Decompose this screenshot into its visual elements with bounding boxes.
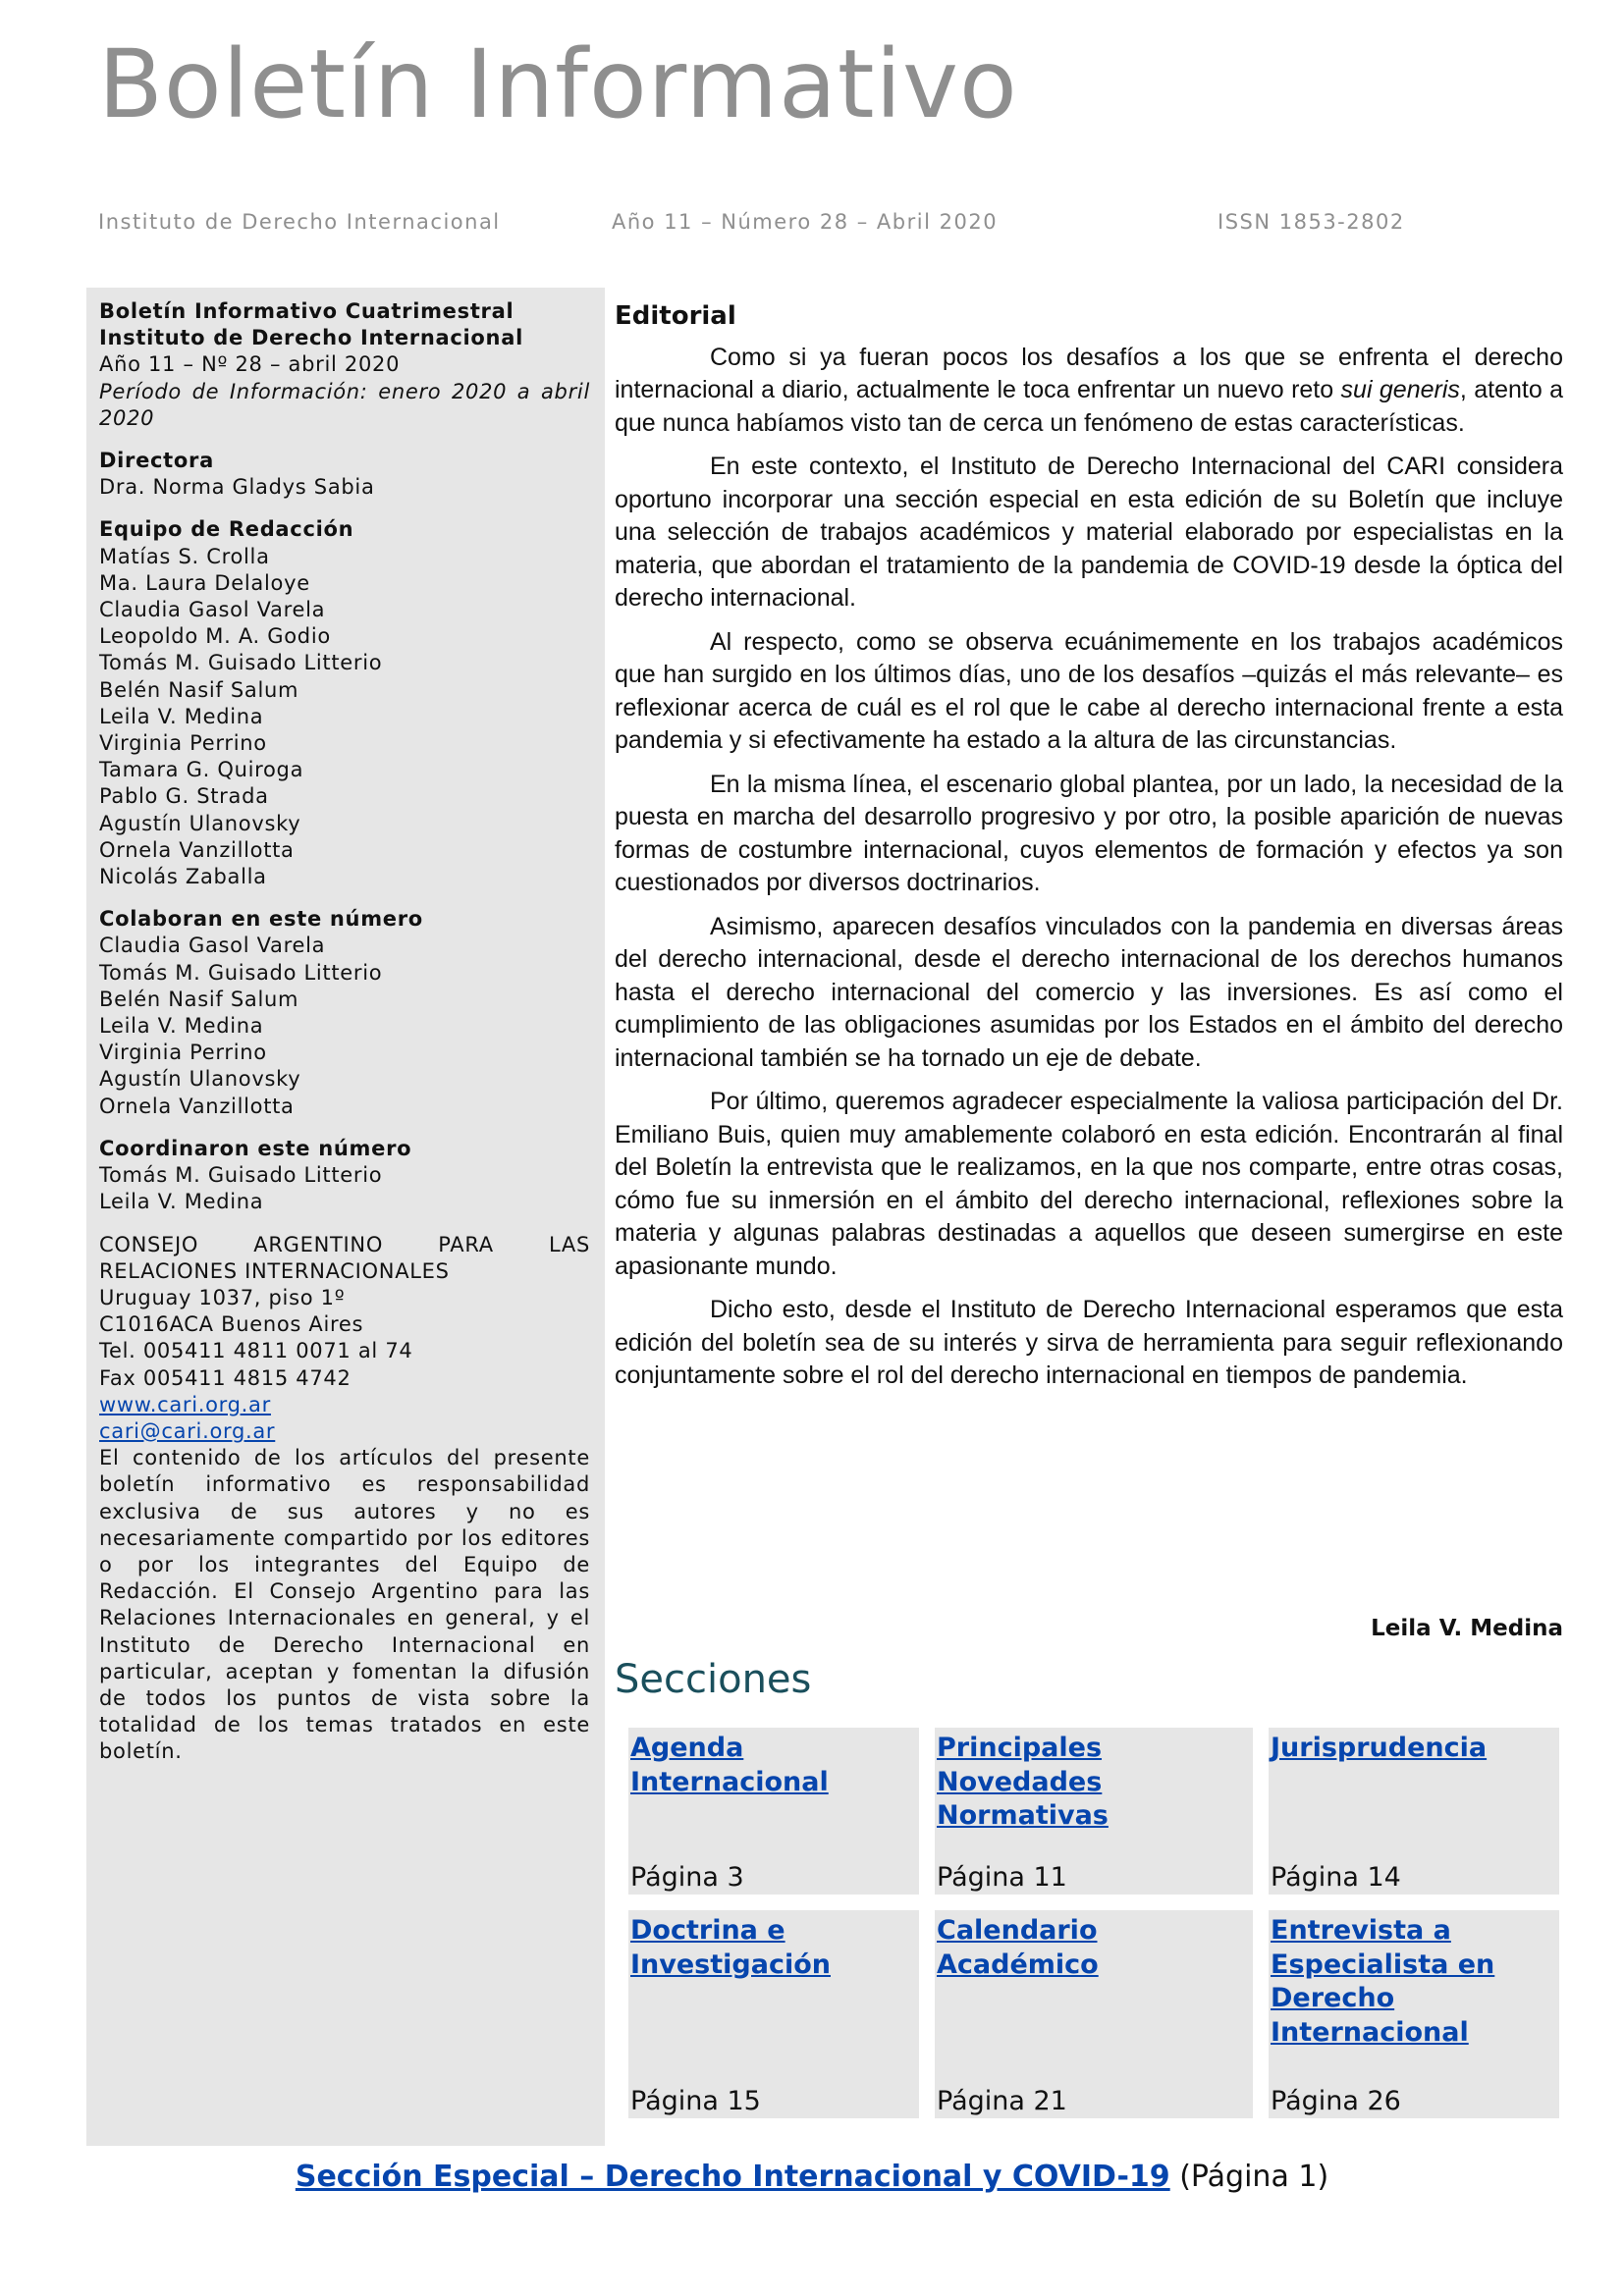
editorial-paragraph: Dicho esto, desde el Instituto de Derecho Internacional esperamos que esta edición del boletín sea de su interés y sirva de herramienta para seguir reflexionando conjuntamente sobre el rol del derecho internacional en tiempos de pandemia. [615, 1296, 1563, 1389]
fax: Fax 005411 4815 4742 [99, 1365, 352, 1390]
address-line2: C1016ACA Buenos Aires [99, 1312, 364, 1337]
equipo-member: Matías S. Crolla [99, 544, 270, 568]
equipo-member: Tomás M. Guisado Litterio [99, 651, 383, 675]
newsletter-title: Boletín Informativo [98, 29, 1018, 139]
editorial-paragraph [615, 342, 1563, 441]
section-page: Página 11 [937, 1862, 1067, 1893]
equipo-member: Nicolás Zaballa [99, 865, 267, 889]
editorial-heading: Editorial [615, 301, 736, 331]
editorial-paragraph: Por último, queremos agradecer especialmente la valiosa participación del Dr. Emiliano Buis, quien muy amablemente colaboró en esta edición. Encontrarán al final del Boletín la entrevista que le realizamos, en la que nos comparte, entre otras cosas, cómo fue su inmersión en el ámbito del derecho internacional, reflexiones sobre la materia y algunas palabras destinadas a aquellos que deseen sumergirse en este apasionante mundo. [615, 1088, 1563, 1280]
special-section-page: (Página 1) [1179, 2160, 1329, 2194]
issue-info: Año 11 – Número 28 – Abril 2020 [612, 210, 999, 234]
address-line1: Uruguay 1037, piso 1º [99, 1285, 346, 1309]
editorial-paragraph: En este contexto, el Instituto de Derecho Internacional del CARI considera oportuno incorporar una sección especial en esta edición de su Boletín que incluye una selección de trabajos académicos y material elaborado por especialistas en la materia, que abordan el tratamiento de la pandemia de COVID-19 desde la óptica del derecho internacional. [615, 453, 1563, 612]
contact-block [99, 1232, 590, 1766]
coordinaron-heading: Coordinaron este número [99, 1136, 412, 1160]
directora-name: Dra. Norma Gladys Sabia [99, 475, 375, 500]
publication-info [99, 298, 590, 432]
editorial-paragraph: Asimismo, aparecen desafíos vinculados con la pandemia en diversas áreas del derecho internacional, desde el derecho internacional de los derechos humanos hasta el derecho internacional del comercio y las inversiones. Es así como el cumplimiento de las obligaciones asumidas por los Estados en el ámbito del derecho internacional también se ha tornado un eje de debate. [615, 912, 1563, 1072]
website-link[interactable]: www.cari.org.ar [99, 1392, 271, 1416]
special-section-link[interactable]: Sección Especial – Derecho Internacional y COVID-19 [295, 2160, 1170, 2194]
editorial-paragraph: Al respecto, como se observa ecuánimemente en los trabajos académicos que han surgido en los últimos días, uno de los desafíos ‒quizás el más relevante‒ es reflexionar acerca de cuál es el rol que le cabe al derecho internacional frente a esta pandemia y si efectivamente ha estado a la altura de las circunstancias. [615, 627, 1563, 754]
equipo-member: Belén Nasif Salum [99, 677, 299, 702]
section-link-jurisprudencia[interactable]: Jurisprudencia [1271, 1733, 1488, 1763]
colaborador: Belén Nasif Salum [99, 987, 299, 1011]
equipo-heading: Equipo de Redacción [99, 517, 354, 542]
equipo-member: Leila V. Medina [99, 704, 264, 728]
section-page: Página 3 [630, 1862, 744, 1893]
publication-line2: Instituto de Derecho Internacional [99, 326, 523, 350]
section-card [628, 1728, 919, 1895]
coordinaron-block [99, 1136, 590, 1216]
section-link-entrevista[interactable]: Entrevista a Especialista en Derecho Internacional [1271, 1915, 1495, 2048]
equipo-member: Virginia Perrino [99, 731, 267, 756]
coordinador: Leila V. Medina [99, 1190, 264, 1214]
colaboran-block [99, 906, 590, 1120]
section-card [935, 1910, 1253, 2118]
section-page: Página 26 [1271, 2086, 1401, 2116]
colaborador: Ornela Vanzillotta [99, 1094, 295, 1118]
publication-issue: Año 11 – Nº 28 – abril 2020 [99, 352, 401, 377]
section-page: Página 14 [1271, 1862, 1401, 1893]
equipo-member: Tamara G. Quiroga [99, 758, 304, 782]
information-period: Período de Información: enero 2020 a abril 2020 [99, 379, 590, 430]
section-card [628, 1910, 919, 2118]
editorial-emphasis: sui generis [1340, 376, 1460, 403]
secciones-heading: Secciones [615, 1657, 812, 1702]
editorial-signature: Leila V. Medina [1371, 1616, 1563, 1641]
publication-line1: Boletín Informativo Cuatrimestral [99, 299, 514, 323]
section-card [1269, 1728, 1559, 1895]
org-name-line1: CONSEJO ARGENTINO PARA LAS [99, 1232, 590, 1256]
editorial-paragraph: En la misma línea, el escenario global plantea, por un lado, la necesidad de la puesta en marcha del desarrollo progresivo y por otro, la posible aparición de nuevas formas de costumbre internacional, cuyos elementos de formación y efectos ya son cuestionados por diversos doctrinarios. [615, 770, 1563, 896]
section-link-principales-novedades[interactable]: Principales Novedades Normativas [937, 1733, 1109, 1831]
section-card [1269, 1910, 1559, 2118]
phone: Tel. 005411 4811 0071 al 74 [99, 1339, 413, 1363]
institute-name: Instituto de Derecho Internacional [98, 210, 501, 234]
issn: ISSN 1853-2802 [1218, 210, 1405, 234]
email-link[interactable]: cari@cari.org.ar [99, 1418, 276, 1443]
section-page: Página 21 [937, 2086, 1067, 2116]
editorial-text: Como si ya fueran pocos los desafíos a los que se enfrenta el derecho internacional a diario, actualmente le toca enfrentar un nuevo reto [615, 343, 1563, 403]
section-link-agenda-internacional[interactable]: Agenda Internacional [630, 1733, 829, 1797]
equipo-member: Pablo G. Strada [99, 784, 269, 809]
org-name-line2: RELACIONES INTERNACIONALES [99, 1258, 450, 1283]
directora-block [99, 448, 590, 501]
directora-heading: Directora [99, 449, 214, 473]
section-card [935, 1728, 1253, 1895]
sidebar-content [99, 298, 590, 1766]
equipo-block [99, 516, 590, 890]
equipo-member: Agustín Ulanovsky [99, 811, 301, 835]
colaborador: Virginia Perrino [99, 1041, 267, 1065]
colaborador: Leila V. Medina [99, 1014, 264, 1039]
colaborador: Tomás M. Guisado Litterio [99, 960, 383, 985]
section-page: Página 15 [630, 2086, 761, 2116]
colaborador: Claudia Gasol Varela [99, 934, 326, 958]
equipo-member: Ma. Laura Delaloye [99, 570, 310, 595]
special-section-line [0, 2160, 1624, 2194]
coordinador: Tomás M. Guisado Litterio [99, 1163, 383, 1188]
section-link-doctrina[interactable]: Doctrina e Investigación [630, 1915, 831, 1980]
equipo-member: Ornela Vanzillotta [99, 837, 295, 862]
colaborador: Agustín Ulanovsky [99, 1067, 301, 1092]
section-link-calendario[interactable]: Calendario Académico [937, 1915, 1099, 1980]
equipo-member: Claudia Gasol Varela [99, 598, 326, 622]
disclaimer: El contenido de los artículos del presente boletín informativo es responsabilidad exclusiva de sus autores y no es necesariamente compartido por los editores o por los integrantes del Equipo de Redacción. El Consejo Argentino para las Relaciones Internacionales en general, y el Instituto de Derecho Internacional en particular, aceptan y fomentan la difusión de todos los puntos de vista sobre la totalidad de los temas tratados en este boletín. [99, 1446, 590, 1764]
colaboran-heading: Colaboran en este número [99, 907, 423, 932]
equipo-member: Leopoldo M. A. Godio [99, 624, 331, 649]
editorial-text: , atento a que nunca habíamos visto tan de cerca un fenómeno de estas características. [615, 376, 1564, 437]
editorial [615, 300, 1563, 1404]
